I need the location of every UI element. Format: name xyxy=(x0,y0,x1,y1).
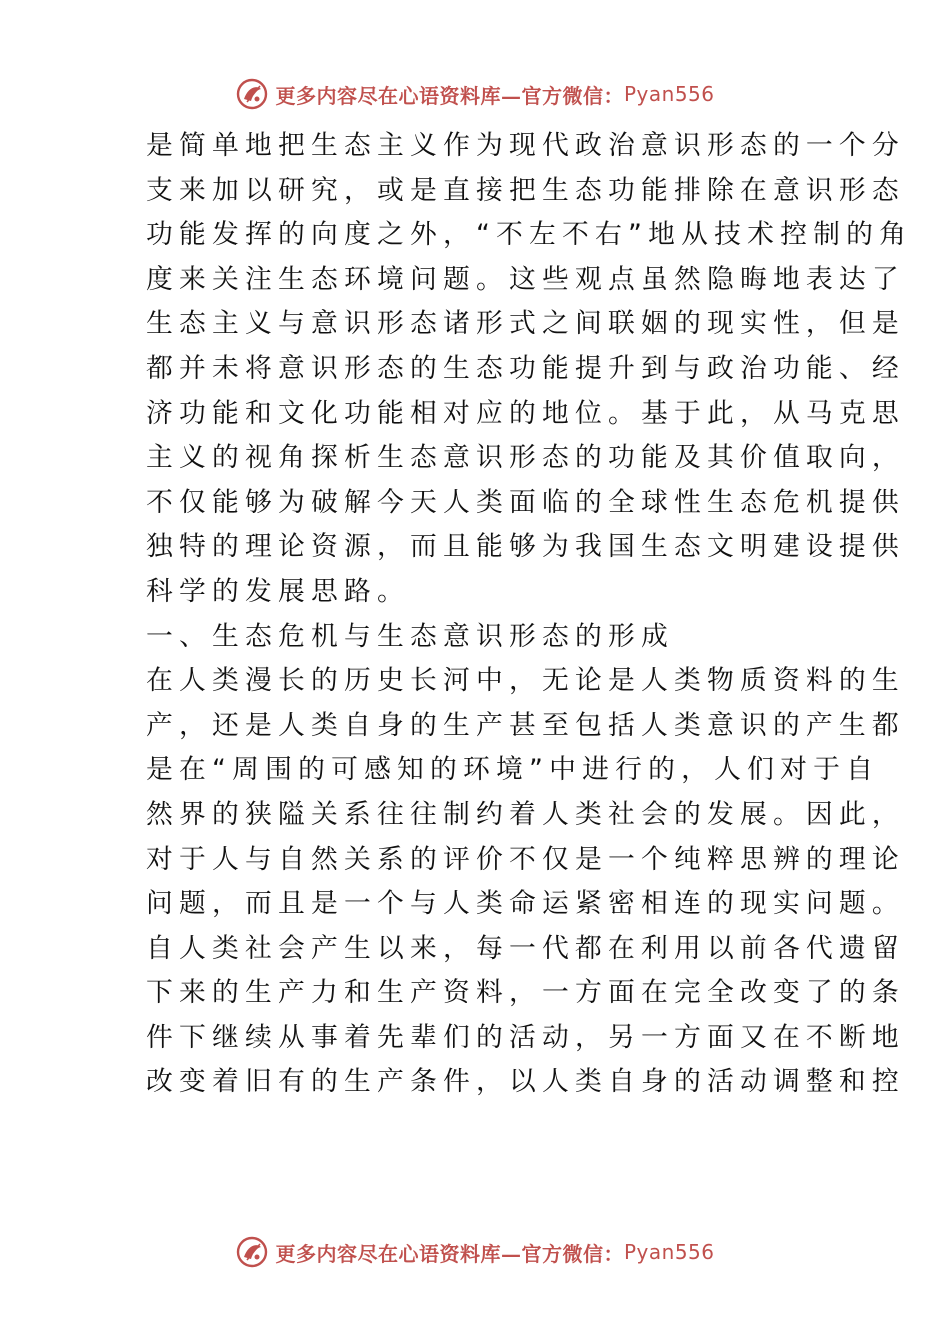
body-line: 主义的视角探析生态意识形态的功能及其价值取向， xyxy=(146,442,905,474)
banner-main-text: 更多内容尽在心语资料库—官方微信： xyxy=(275,1241,624,1266)
footer-banner xyxy=(0,1232,950,1272)
body-line: 功能发挥的向度之外，“不左不右”地从技术控制的角 xyxy=(146,219,913,251)
body-line: 科学的发展思路。 xyxy=(146,575,410,607)
red-seal-logo-icon xyxy=(235,77,269,111)
red-seal-logo-icon xyxy=(235,1235,269,1269)
body-line: 生态主义与意识形态诸形式之间联姻的现实性，但是 xyxy=(146,308,905,340)
body-line: 产，还是人类自身的生产甚至包括人类意识的产生都 xyxy=(146,709,905,741)
body-line: 然界的狭隘关系往往制约着人类社会的发展。因此， xyxy=(146,798,905,830)
body-line: 自人类社会产生以来，每一代都在利用以前各代遗留 xyxy=(146,932,905,964)
body-line: 独特的理论资源，而且能够为我国生态文明建设提供 xyxy=(146,531,905,563)
body-line: 都并未将意识形态的生态功能提升到与政治功能、经 xyxy=(146,352,905,384)
banner-wechat-id: Pyan556 xyxy=(623,82,715,106)
body-line: 下来的生产力和生产资料，一方面在完全改变了的条 xyxy=(146,977,905,1009)
body-line: 度来关注生态环境问题。这些观点虽然隐晦地表达了 xyxy=(146,263,905,295)
section-heading: 一、生态危机与生态意识形态的形成 xyxy=(146,620,674,652)
body-line: 对于人与自然关系的评价不仅是一个纯粹思辨的理论 xyxy=(146,843,905,875)
banner-wechat-id: Pyan556 xyxy=(623,1240,715,1264)
body-line: 是简单地把生态主义作为现代政治意识形态的一个分 xyxy=(146,130,905,161)
body-line: 济功能和文化功能相对应的地位。基于此，从马克思 xyxy=(146,397,905,429)
body-line: 改变着旧有的生产条件，以人类自身的活动调整和控 xyxy=(146,1066,905,1098)
banner-main-text: 更多内容尽在心语资料库—官方微信： xyxy=(275,83,624,108)
header-banner xyxy=(0,74,950,114)
body-line: 问题，而且是一个与人类命运紧密相连的现实问题。 xyxy=(146,888,905,920)
body-line: 在人类漫长的历史长河中，无论是人类物质资料的生 xyxy=(146,665,905,697)
body-line: 件下继续从事着先辈们的活动，另一方面又在不断地 xyxy=(146,1021,905,1053)
body-line: 支来加以研究，或是直接把生态功能排除在意识形态 xyxy=(146,174,905,206)
document-body xyxy=(146,124,913,1105)
body-line: 不仅能够为破解今天人类面临的全球性生态危机提供 xyxy=(146,486,905,518)
body-line: 是在“周围的可感知的环境”中进行的，人们对于自 xyxy=(146,754,880,786)
